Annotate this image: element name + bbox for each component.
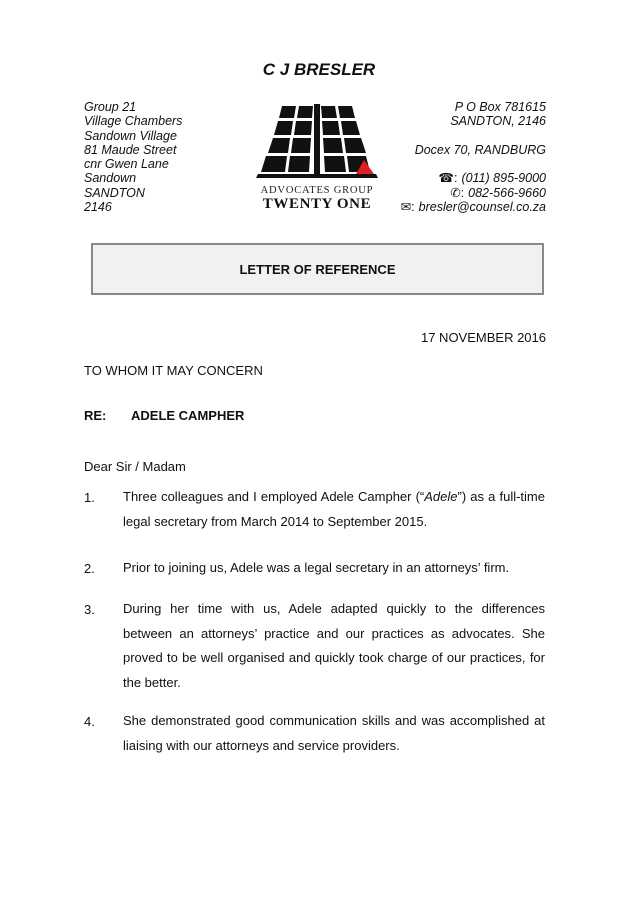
re-subject-name: ADELE CAMPHER xyxy=(131,408,245,423)
address-line: Sandown xyxy=(84,171,137,186)
po-box: P O Box 781615 xyxy=(454,100,546,114)
address-line: Village Chambers xyxy=(84,114,183,129)
po-city: SANDTON, 2146 xyxy=(450,114,546,129)
paragraph-number: 3. xyxy=(84,602,95,617)
letter-heading: LETTER OF REFERENCE xyxy=(239,262,396,277)
paragraph-4: She demonstrated good communication skills and was accomplished at liaising with our attorneys and service providers. xyxy=(123,713,545,753)
phone-line xyxy=(401,171,546,185)
logo-text-twenty-one: TWENTY ONE xyxy=(262,196,372,212)
mobile-phone-icon: ✆: xyxy=(450,185,465,200)
address-line: cnr Gwen Lane xyxy=(84,157,169,172)
telephone-icon: ☎: xyxy=(438,171,458,186)
letterhead-name: C J BRESLER xyxy=(262,60,376,79)
re-label: RE: xyxy=(84,408,107,423)
phone-number: (011) 895-9000 xyxy=(461,171,546,186)
contact-details xyxy=(401,100,546,214)
address-line: 2146 xyxy=(84,200,112,215)
paragraph-number: 2. xyxy=(84,561,95,576)
paragraph-number: 1. xyxy=(84,490,95,505)
mobile-number: 082-566-9660 xyxy=(468,185,546,200)
address-line: SANDTON xyxy=(84,185,145,200)
docex: Docex 70, RANDBURG xyxy=(414,142,546,157)
logo-text-advocates-group: ADVOCATES GROUP xyxy=(260,185,374,196)
address-line: Group 21 xyxy=(84,100,137,114)
letter-date: 17 NOVEMBER 2016 xyxy=(420,330,546,345)
greeting: Dear Sir / Madam xyxy=(84,459,186,474)
address-line: 81 Maude Street xyxy=(84,142,177,157)
chambers-address xyxy=(84,100,182,214)
paragraph-number: 4. xyxy=(84,714,95,729)
email-icon: ✉: xyxy=(400,200,415,215)
paragraph-2: Prior to joining us, Adele was a legal secretary in an attorneys’ firm. xyxy=(123,560,510,575)
email-address: bresler@counsel.co.za xyxy=(418,200,546,215)
paragraph-3: During her time with us, Adele adapted quickly to the differences between an attorneys’ practice and our practices as advocates. She proved to be well organised and quickly took charge of our practices, for the better. xyxy=(123,601,545,690)
paragraph-1: Three colleagues and I employed Adele Campher (“Adele”) as a full-time legal secretary from March 2014 to September 2015. xyxy=(123,489,545,529)
address-line: Sandown Village xyxy=(84,128,177,143)
email-line xyxy=(401,200,546,214)
salutation: TO WHOM IT MAY CONCERN xyxy=(84,363,263,378)
mobile-line xyxy=(401,186,546,200)
